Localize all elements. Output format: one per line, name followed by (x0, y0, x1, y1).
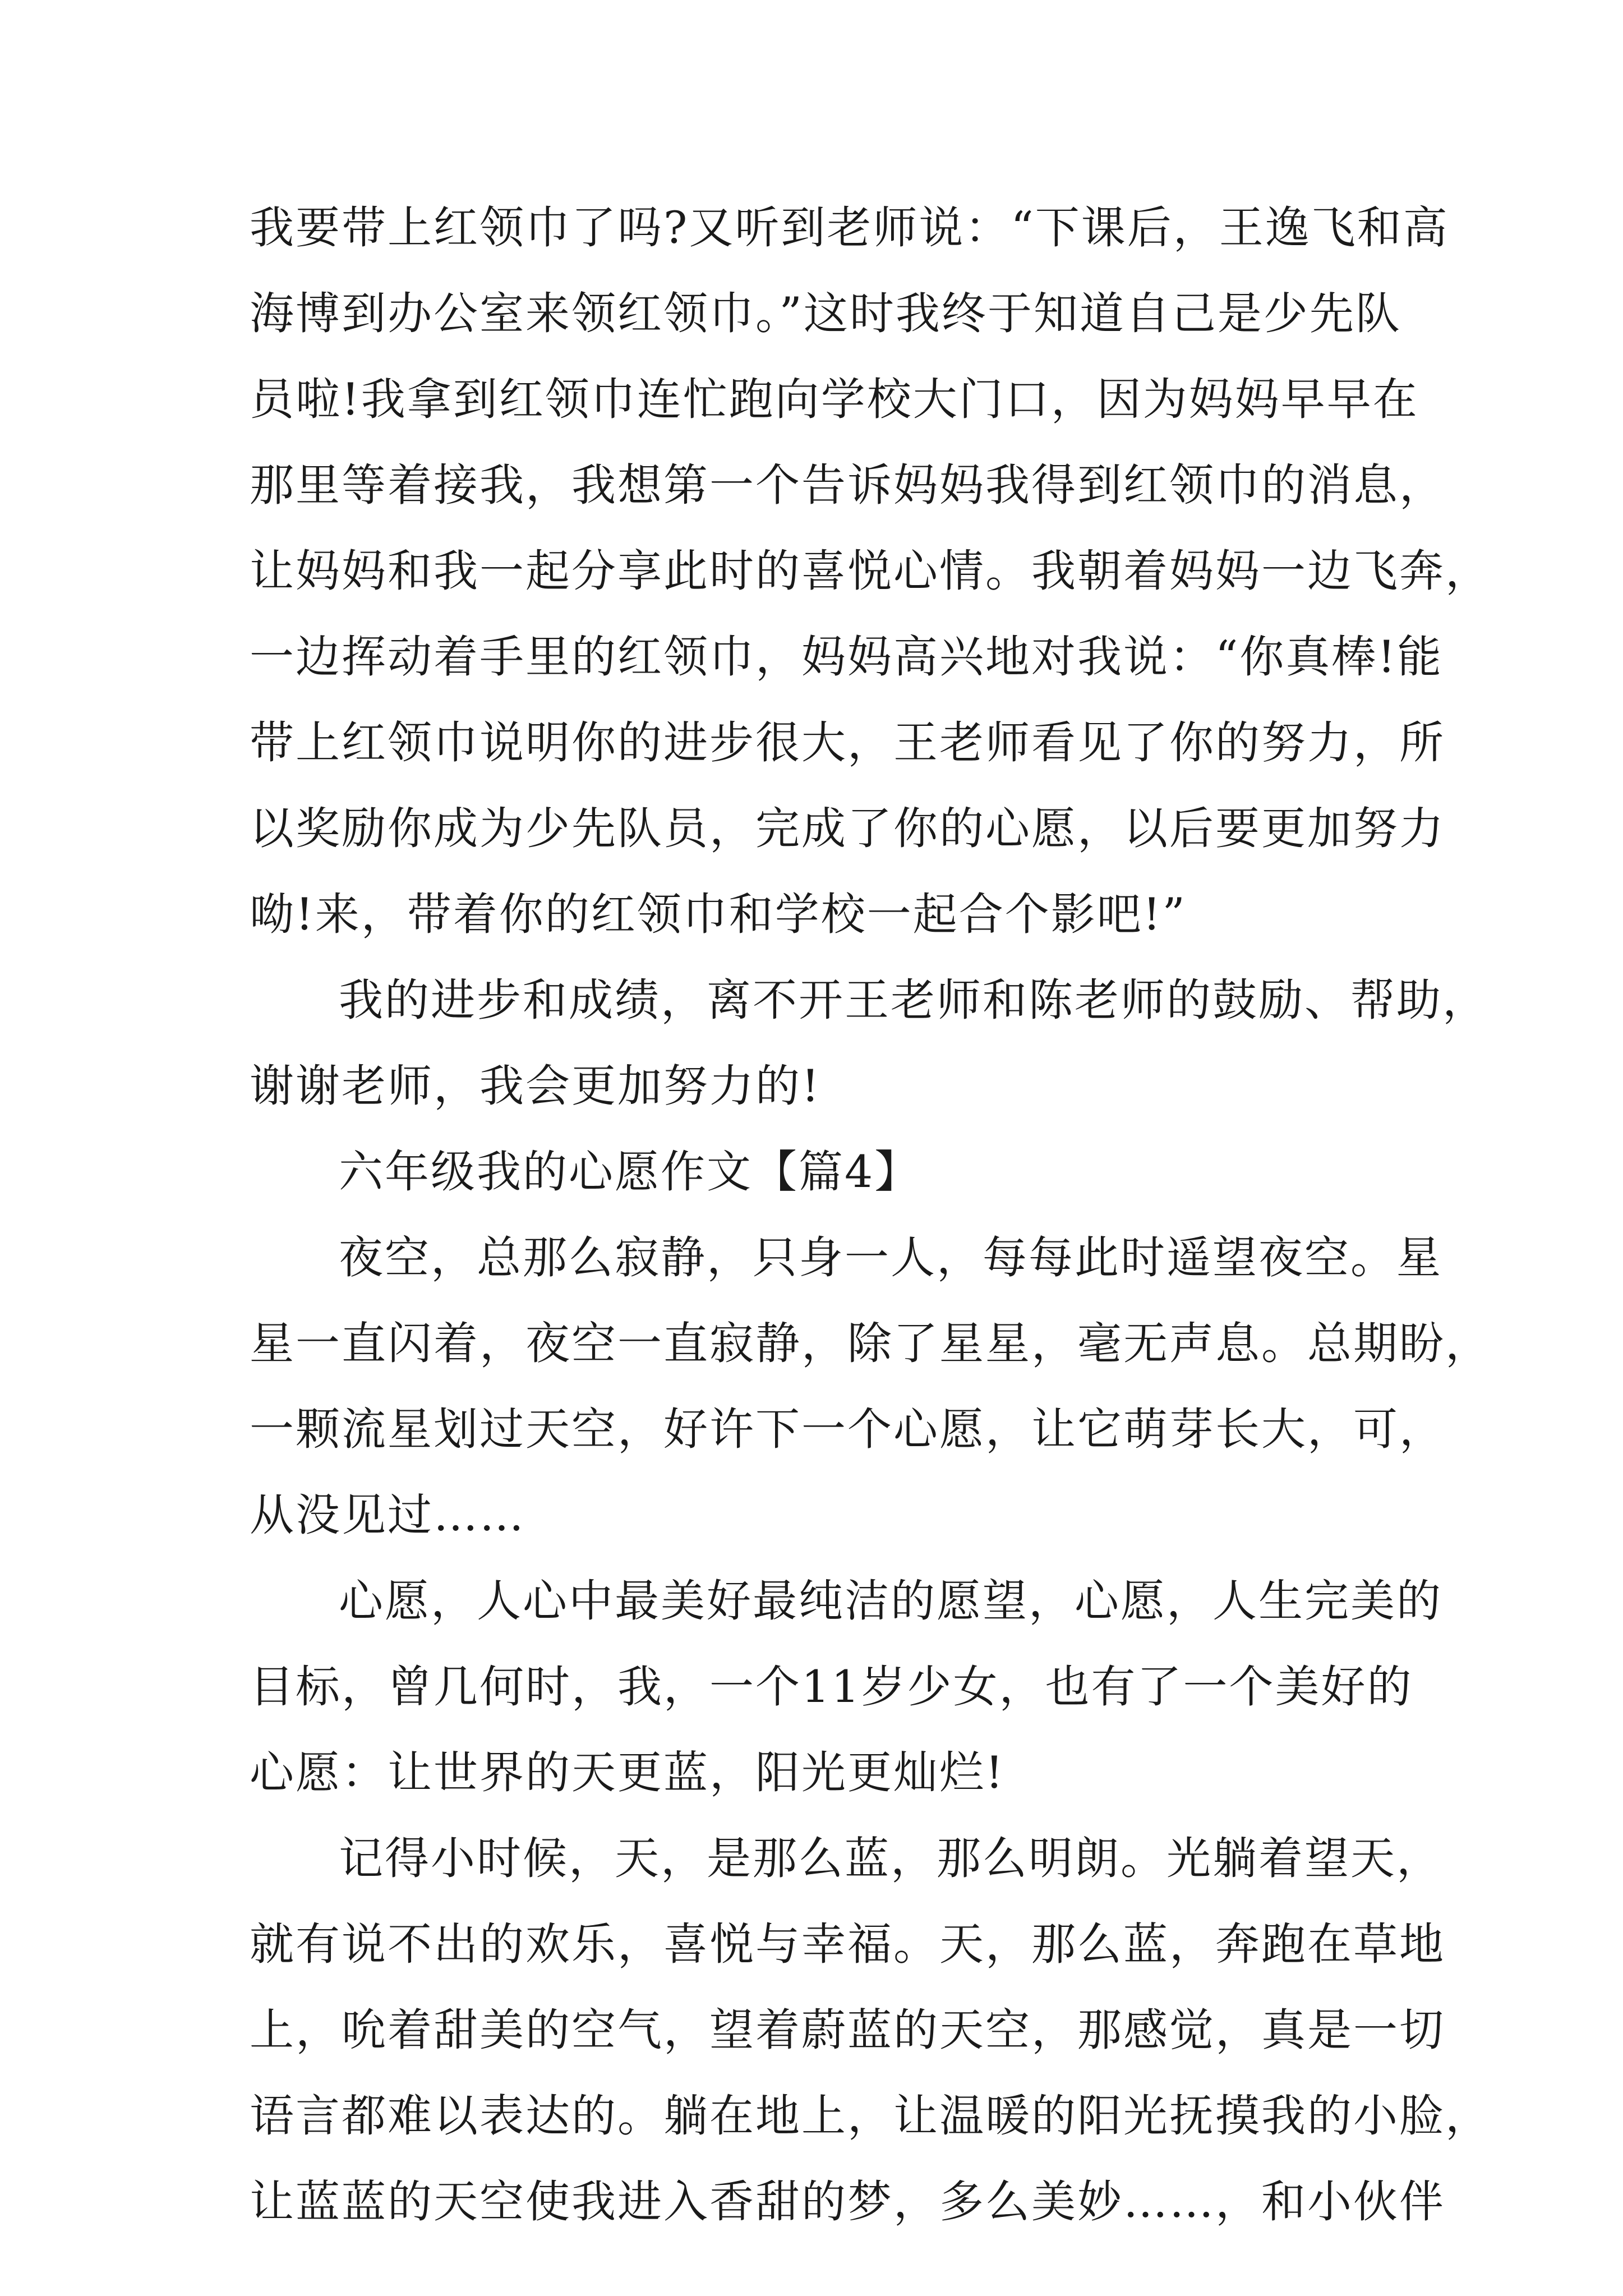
text-line: 心愿：让世界的天更蓝，阳光更灿烂! (250, 1747, 1005, 1798)
paragraph-start-line: 我的进步和成绩，离不开王老师和陈老师的鼓励、帮助， (339, 974, 1488, 1026)
text-line: 那里等着接我，我想第一个告诉妈妈我得到红领巾的消息， (250, 459, 1445, 511)
section-heading: 六年级我的心愿作文【篇4】 (339, 1146, 921, 1198)
text-line: 我要带上红领巾了吗?又听到老师说：“下课后，王逸飞和高 (250, 202, 1449, 254)
text-line: 一边挥动着手里的红领巾，妈妈高兴地对我说：“你真棒!能 (250, 631, 1444, 683)
text-line: 谢谢老师，我会更加努力的! (250, 1060, 821, 1112)
text-line: 上，吮着甜美的空气，望着蔚蓝的天空，那感觉，真是一切 (250, 2004, 1445, 2056)
paragraph-start-line: 夜空，总那么寂静，只身一人，每每此时遥望夜空。星 (339, 1232, 1442, 1283)
text-line: 海博到办公室来领红领巾。”这时我终于知道自己是少先队 (250, 288, 1401, 339)
text-line: 就有说不出的欢乐，喜悦与幸福。天，那么蓝，奔跑在草地 (250, 1918, 1445, 1970)
text-line: 带上红领巾说明你的进步很大，王老师看见了你的努力，所 (250, 717, 1445, 769)
text-line: 让妈妈和我一起分享此时的喜悦心情。我朝着妈妈一边飞奔， (250, 545, 1491, 597)
text-line: 目标，曾几何时，我，一个11岁少女，也有了一个美好的 (250, 1661, 1413, 1713)
text-line: 让蓝蓝的天空使我进入香甜的梦，多么美妙……，和小伙伴 (250, 2176, 1445, 2228)
paragraph-start-line: 心愿，人心中最美好最纯洁的愿望，心愿，人生完美的 (339, 1575, 1442, 1627)
paragraph-start-line: 记得小时候，天，是那么蓝，那么明朗。光躺着望天， (339, 1833, 1442, 1884)
text-line: 以奖励你成为少先队员，完成了你的心愿，以后要更加努力 (250, 803, 1445, 854)
text-line: 语言都难以表达的。躺在地上，让温暖的阳光抚摸我的小脸， (250, 2090, 1491, 2142)
text-line: 从没见过…… (250, 1489, 525, 1541)
text-line: 一颗流星划过天空，好许下一个心愿，让它萌芽长大，可， (250, 1404, 1445, 1455)
text-line: 员啦!我拿到红领巾连忙跑向学校大门口，因为妈妈早早在 (250, 374, 1419, 425)
text-line: 星一直闪着，夜空一直寂静，除了星星，毫无声息。总期盼， (250, 1318, 1491, 1369)
text-line: 呦!来，带着你的红领巾和学校一起合个影吧!” (250, 889, 1187, 940)
